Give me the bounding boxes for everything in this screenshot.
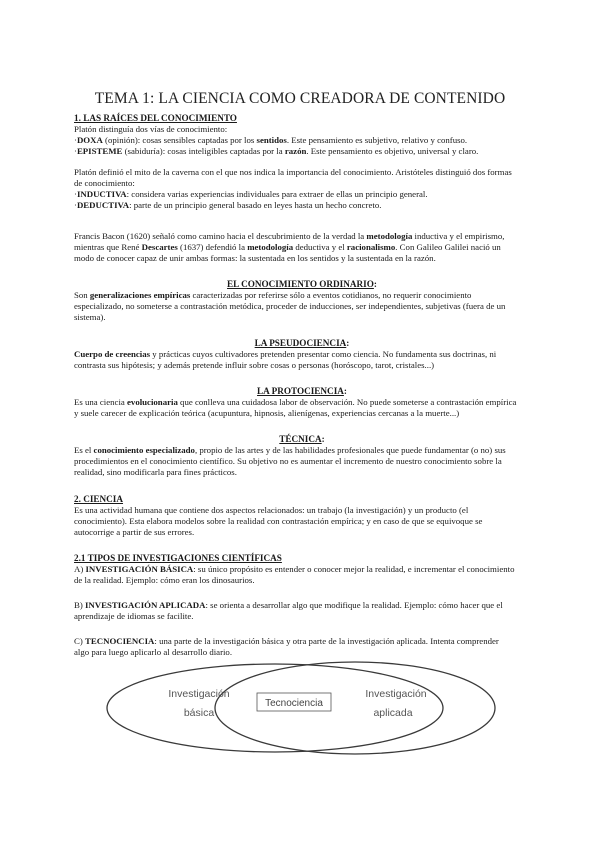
list-item-deductiva: ·DEDUCTIVA: parte de un principio general basado en leyes hasta un hecho concreto.: [74, 199, 382, 210]
section-heading: 1. LAS RAÍCES DEL CONOCIMIENTO: [74, 113, 237, 123]
section-conocimiento-ordinario: EL CONOCIMIENTO ORDINARIO: Son generalizaciones empíricas caracterizadas por referirse sólo a eventos cotidianos, no requerir conocimiento especializado, no someterse a contrastación metódica, proceder de inducciones, ser independientes, subjetivas (fuera de un sistema).: [74, 279, 530, 323]
paragraph-bacon: Francis Bacon (1620) señaló como camino hacia el descubrimiento de la verdad la metodología inductiva y el empirismo, mientras que René Descartes (1637) defendió la metodología deductiva y el racionalismo. Con Galileo Galilei nació un modo de conocer capaz de unir ambas formas: la sustentada en los sentidos y la sustentada en la razón.: [74, 231, 505, 263]
section-tecnica: TÉCNICA: Es el conocimiento especializado, propio de las artes y de las habilidades profesionales que puede fundamentar (o no) sus procedimientos en el conocimiento científico. Su objetivo no es aumentar el incremento de nuestro conocimiento sobre la realidad, sino modificarla para fines prácticos.: [74, 434, 530, 478]
venn-right-label-line2: aplicada: [373, 707, 413, 719]
list-item-episteme: ·EPISTEME (sabiduría): cosas inteligibles captadas por la razón. Este pensamiento es objetivo, universal y claro.: [74, 145, 479, 156]
item-tecnociencia: C) TECNOCIENCIA: una parte de la investigación básica y otra parte de la investigación aplicada. Intenta comprender algo para luego aplicarlo al desarrollo diario.: [74, 636, 499, 657]
venn-left-label-line2: básica: [183, 707, 215, 719]
section-heading: TÉCNICA:: [279, 434, 325, 444]
paragraph: Platón distinguía dos vías de conocimiento:: [74, 123, 228, 134]
document-title: TEMA 1: LA CIENCIA COMO CREADORA DE CONTENIDO: [94, 90, 506, 107]
list-item-inductiva: ·INDUCTIVA: considera varias experiencias individuales para extraer de ellas un principio general.: [74, 188, 428, 199]
venn-left-label-line1: Investigación: [168, 688, 230, 700]
section-heading: LA PROTOCIENCIA:: [257, 386, 347, 396]
section-ciencia: 2. CIENCIA Es una actividad humana que contiene dos aspectos relacionados: un trabajo (la investigación) y un producto (el conocimiento). Esta elabora modelos sobre la realidad con contrastación empírica; y en caso de que se equivoque se autocorrige a partir de sus errores.: [74, 494, 530, 538]
section-heading: EL CONOCIMIENTO ORDINARIO:: [227, 279, 377, 289]
list-item-doxa: ·DOXA (opinión): cosas sensibles captadas por los sentidos. Este pensamiento es subjetivo, relativo y confuso.: [74, 134, 468, 145]
section-heading: 2.1 TIPOS DE INVESTIGACIONES CIENTÍFICAS: [74, 553, 282, 563]
venn-right-label-line1: Investigación: [365, 688, 427, 700]
section-pseudociencia: LA PSEUDOCIENCIA: Cuerpo de creencias y prácticas cuyos cultivadores pretenden presentar como ciencia. No fundamenta sus doctrinas, ni contrasta sus hipótesis; y además pretende influir sobre cosas o personas (horóscopo, tarot, cristales...): [74, 338, 530, 371]
tecnociencia-label: Tecnociencia: [265, 698, 323, 709]
item-investigacion-aplicada: B) INVESTIGACIÓN APLICADA: se orienta a desarrollar algo que modifique la realidad. Ejemplo: cómo hacer que el aprendizaje de idiomas se facilite.: [74, 600, 503, 621]
section-protociencia: LA PROTOCIENCIA: Es una ciencia evolucionaria que conlleva una cuidadosa labor de observación. No puede someterse a contrastación empírica y suele carecer de explicación teórica (acupuntura, hipnosis, alienígenas, experiencias cercanas a la muerte...): [74, 386, 530, 419]
paragraph-aristoteles: Platón definió el mito de la caverna con el que nos indica la importancia del conocimiento. Aristóteles distinguió dos formas de conocimiento: ·INDUCTIVA: considera varias experiencias individuales para extraer de ellas un principio general. ·DEDUCTIVA: parte de un principio general basado en leyes hasta un hecho concreto.: [74, 167, 530, 211]
section-heading: 2. CIENCIA: [74, 494, 124, 504]
section-heading: LA PSEUDOCIENCIA:: [254, 338, 350, 348]
section-tipos-investigaciones: 2.1 TIPOS DE INVESTIGACIONES CIENTÍFICAS A) INVESTIGACIÓN BÁSICA: su único propósito es entender o conocer mejor la realidad, e incrementar el conocimiento de la realidad. Ejemplo: cómo eran los dinosaurios.: [74, 553, 530, 586]
